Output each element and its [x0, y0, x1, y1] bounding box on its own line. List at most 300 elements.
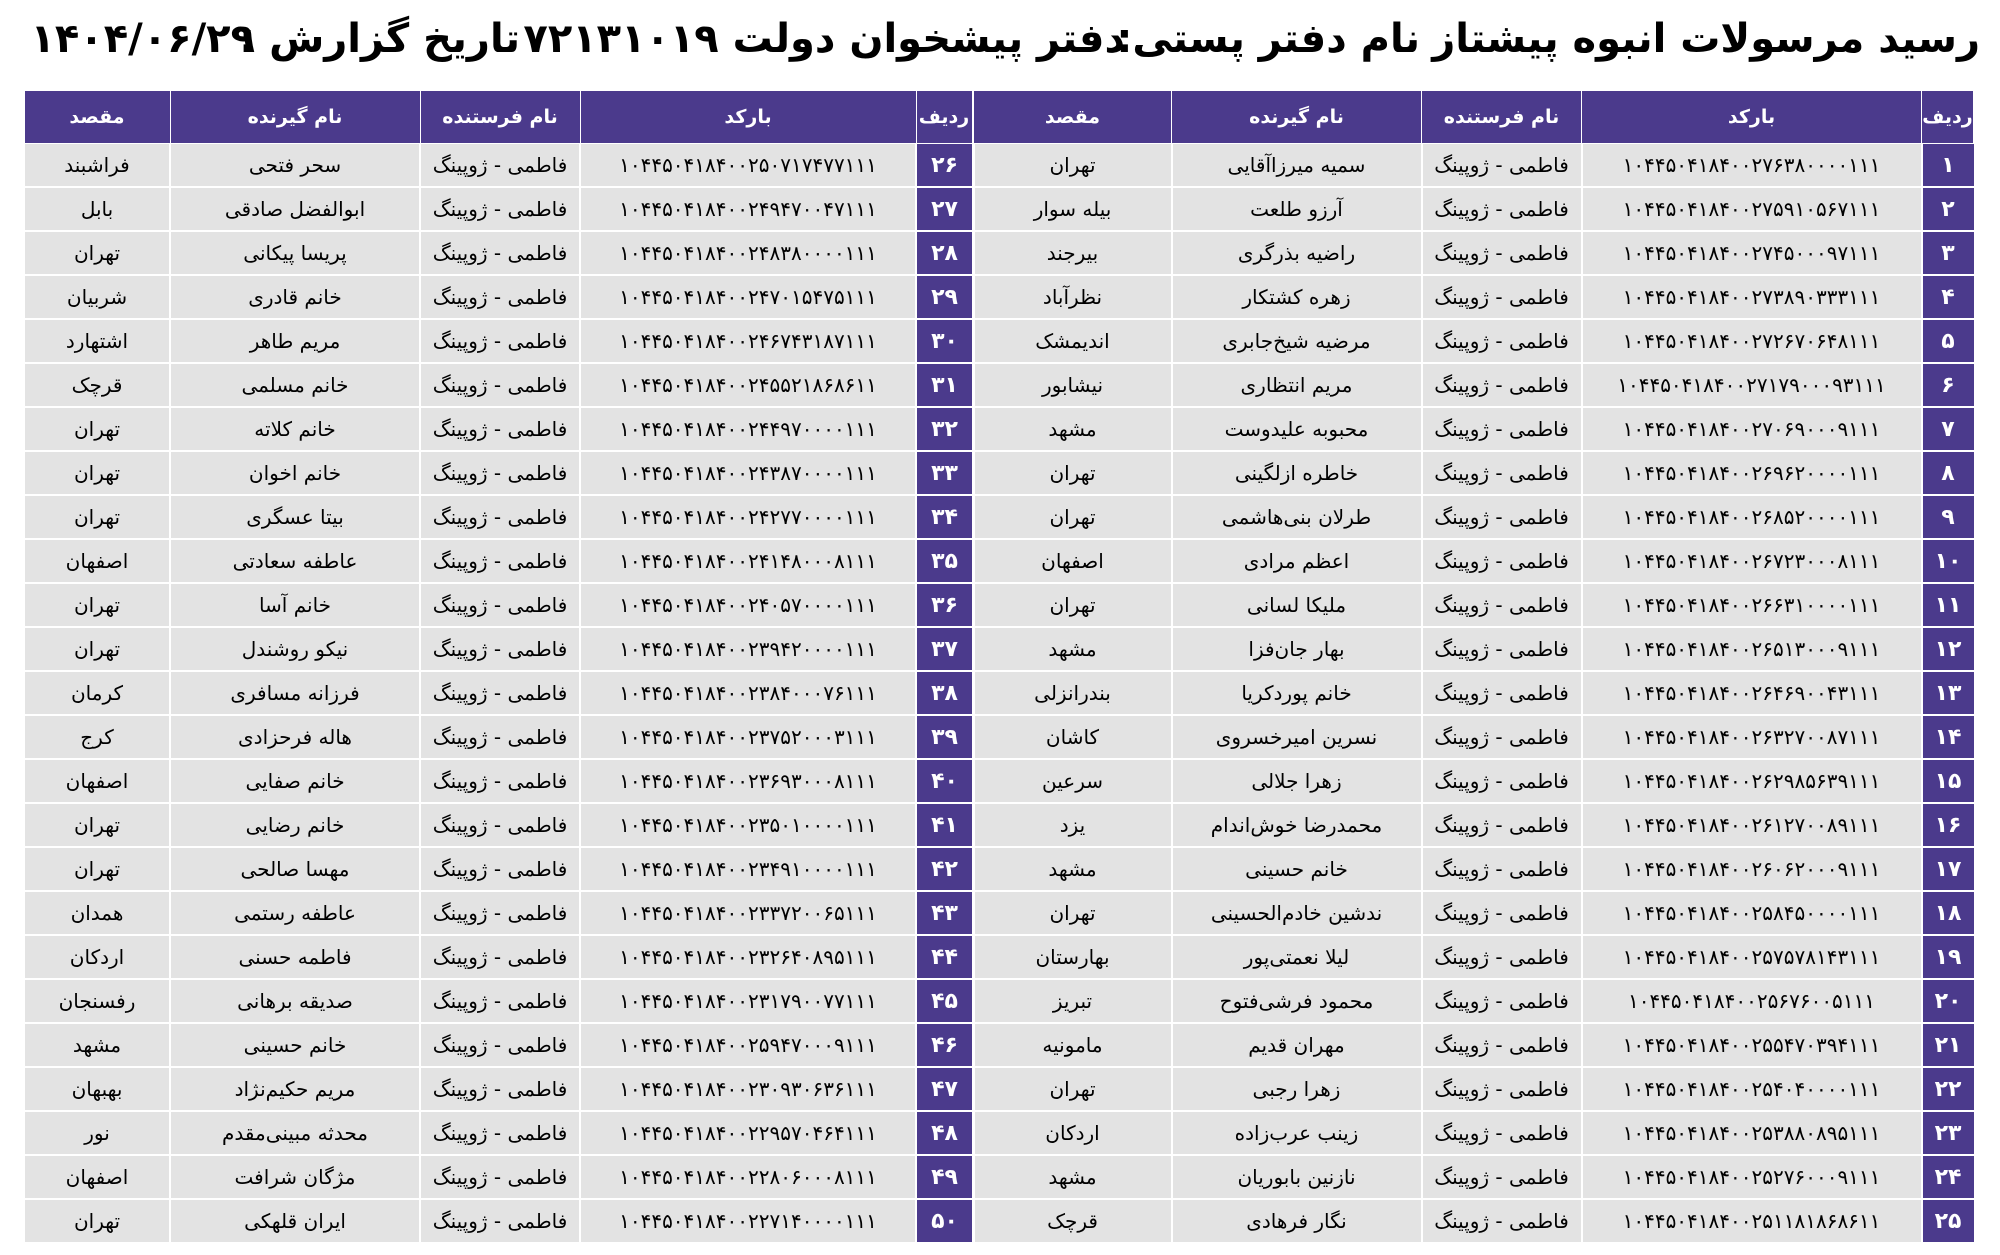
- destination-cell: اصفهان: [24, 539, 170, 583]
- col-header-recipient: نام گیرنده: [170, 91, 420, 144]
- recipient-cell: سمیه میرزاآقایی: [1172, 144, 1422, 188]
- row-number-cell: ۹: [1922, 495, 1974, 539]
- barcode-cell: ۱۰۴۴۵۰۴۱۸۴۰۰۲۶۲۹۸۵۶۳۹۱۱۱: [1582, 759, 1922, 803]
- barcode-cell: ۱۰۴۴۵۰۴۱۸۴۰۰۲۴۰۵۷۰۰۰۰۱۱۱: [580, 583, 916, 627]
- barcode-cell: ۱۰۴۴۵۰۴۱۸۴۰۰۲۵۶۷۶۰۰۵۱۱۱: [1582, 979, 1922, 1023]
- table-header-row: [24, 91, 972, 144]
- barcode-cell: ۱۰۴۴۵۰۴۱۸۴۰۰۲۵۴۰۴۰۰۰۰۱۱۱: [1582, 1067, 1922, 1111]
- destination-cell: تهران: [24, 451, 170, 495]
- destination-cell: قرچک: [24, 363, 170, 407]
- table-row: [974, 891, 1974, 935]
- table-row: [974, 495, 1974, 539]
- destination-cell: تهران: [974, 891, 1172, 935]
- barcode-cell: ۱۰۴۴۵۰۴۱۸۴۰۰۲۶۸۵۲۰۰۰۰۱۱۱: [1582, 495, 1922, 539]
- barcode-cell: ۱۰۴۴۵۰۴۱۸۴۰۰۲۴۴۹۷۰۰۰۰۱۱۱: [580, 407, 916, 451]
- row-number-cell: ۱۰: [1922, 539, 1974, 583]
- barcode-cell: ۱۰۴۴۵۰۴۱۸۴۰۰۲۵۱۱۸۱۸۶۸۶۱۱: [1582, 1199, 1922, 1243]
- barcode-cell: ۱۰۴۴۵۰۴۱۸۴۰۰۲۳۶۹۳۰۰۰۸۱۱۱: [580, 759, 916, 803]
- destination-cell: کرج: [24, 715, 170, 759]
- sender-cell: فاطمی - ژوپینگ: [420, 275, 580, 319]
- table-row: [24, 671, 972, 715]
- row-number-cell: ۴۶: [916, 1023, 972, 1067]
- barcode-cell: ۱۰۴۴۵۰۴۱۸۴۰۰۲۲۸۰۶۰۰۰۸۱۱۱: [580, 1155, 916, 1199]
- col-header-barcode: بارکد: [1582, 91, 1922, 144]
- recipient-cell: زینب عرب‌زاده: [1172, 1111, 1422, 1155]
- recipient-cell: عاطفه رستمی: [170, 891, 420, 935]
- destination-cell: رفسنجان: [24, 979, 170, 1023]
- row-number-cell: ۱۳: [1922, 671, 1974, 715]
- recipient-cell: سحر فتحی: [170, 144, 420, 188]
- destination-cell: بندرانزلی: [974, 671, 1172, 715]
- table-row: [24, 1067, 972, 1111]
- row-number-cell: ۱: [1922, 144, 1974, 188]
- recipient-cell: خانم حسینی: [170, 1023, 420, 1067]
- recipient-cell: لیلا نعمتی‌پور: [1172, 935, 1422, 979]
- destination-cell: بهارستان: [974, 935, 1172, 979]
- barcode-cell: ۱۰۴۴۵۰۴۱۸۴۰۰۲۷۳۸۹۰۳۳۳۱۱۱: [1582, 275, 1922, 319]
- recipient-cell: مژگان شرافت: [170, 1155, 420, 1199]
- sender-cell: فاطمی - ژوپینگ: [420, 627, 580, 671]
- barcode-cell: ۱۰۴۴۵۰۴۱۸۴۰۰۲۲۹۵۷۰۴۶۴۱۱۱: [580, 1111, 916, 1155]
- barcode-cell: ۱۰۴۴۵۰۴۱۸۴۰۰۲۴۱۴۸۰۰۰۸۱۱۱: [580, 539, 916, 583]
- recipient-cell: ملیکا لسانی: [1172, 583, 1422, 627]
- table-row: [974, 407, 1974, 451]
- recipient-cell: خانم رضایی: [170, 803, 420, 847]
- row-number-cell: ۲: [1922, 187, 1974, 231]
- table-row: [974, 1111, 1974, 1155]
- recipient-cell: خانم حسینی: [1172, 847, 1422, 891]
- recipient-cell: نازنین بابوریان: [1172, 1155, 1422, 1199]
- office-name: دفتر پیشخوان دولت ۷۲۱۳۱۰۱۹: [523, 16, 1125, 62]
- destination-cell: مشهد: [974, 847, 1172, 891]
- row-number-cell: ۴۰: [916, 759, 972, 803]
- barcode-cell: ۱۰۴۴۵۰۴۱۸۴۰۰۲۵۷۵۷۸۱۴۳۱۱۱: [1582, 935, 1922, 979]
- barcode-cell: ۱۰۴۴۵۰۴۱۸۴۰۰۲۴۹۴۷۰۰۴۷۱۱۱: [580, 187, 916, 231]
- destination-cell: بهبهان: [24, 1067, 170, 1111]
- table-row: [974, 847, 1974, 891]
- sender-cell: فاطمی - ژوپینگ: [1422, 495, 1582, 539]
- table-row: [24, 891, 972, 935]
- sender-cell: فاطمی - ژوپینگ: [420, 715, 580, 759]
- sender-cell: فاطمی - ژوپینگ: [1422, 627, 1582, 671]
- sender-cell: فاطمی - ژوپینگ: [420, 1155, 580, 1199]
- recipient-cell: محمود فرشی‌فتوح: [1172, 979, 1422, 1023]
- col-header-barcode: بارکد: [580, 91, 916, 144]
- barcode-cell: ۱۰۴۴۵۰۴۱۸۴۰۰۲۵۲۷۶۰۰۰۹۱۱۱: [1582, 1155, 1922, 1199]
- table-row: [24, 1111, 972, 1155]
- recipient-cell: اعظم مرادی: [1172, 539, 1422, 583]
- table-body-right: [974, 144, 1974, 1244]
- row-number-cell: ۲۰: [1922, 979, 1974, 1023]
- barcode-cell: ۱۰۴۴۵۰۴۱۸۴۰۰۲۴۲۷۷۰۰۰۰۱۱۱: [580, 495, 916, 539]
- col-header-row: ردیف: [916, 91, 972, 144]
- recipient-cell: ابوالفضل صادقی: [170, 187, 420, 231]
- recipient-cell: محدثه مبینی‌مقدم: [170, 1111, 420, 1155]
- table-row: [974, 363, 1974, 407]
- row-number-cell: ۱۸: [1922, 891, 1974, 935]
- sender-cell: فاطمی - ژوپینگ: [420, 671, 580, 715]
- barcode-cell: ۱۰۴۴۵۰۴۱۸۴۰۰۲۳۳۷۲۰۰۶۵۱۱۱: [580, 891, 916, 935]
- sender-cell: فاطمی - ژوپینگ: [420, 451, 580, 495]
- table-row: [974, 935, 1974, 979]
- barcode-cell: ۱۰۴۴۵۰۴۱۸۴۰۰۲۳۴۹۱۰۰۰۰۱۱۱: [580, 847, 916, 891]
- row-number-cell: ۲۹: [916, 275, 972, 319]
- row-number-cell: ۲۸: [916, 231, 972, 275]
- sender-cell: فاطمی - ژوپینگ: [1422, 979, 1582, 1023]
- sender-cell: فاطمی - ژوپینگ: [420, 935, 580, 979]
- table-row: [24, 935, 972, 979]
- destination-cell: تهران: [24, 407, 170, 451]
- table-row: [974, 759, 1974, 803]
- row-number-cell: ۱۹: [1922, 935, 1974, 979]
- table-row: [974, 979, 1974, 1023]
- sender-cell: فاطمی - ژوپینگ: [1422, 319, 1582, 363]
- sender-cell: فاطمی - ژوپینگ: [1422, 847, 1582, 891]
- table-row: [24, 407, 972, 451]
- sender-cell: فاطمی - ژوپینگ: [1422, 935, 1582, 979]
- barcode-cell: ۱۰۴۴۵۰۴۱۸۴۰۰۲۴۵۵۲۱۸۶۸۶۱۱: [580, 363, 916, 407]
- recipient-cell: ایران قلهکی: [170, 1199, 420, 1243]
- table-row: [24, 759, 972, 803]
- recipient-cell: پریسا پیکانی: [170, 231, 420, 275]
- destination-cell: تهران: [24, 627, 170, 671]
- destination-cell: تهران: [24, 803, 170, 847]
- table-header-row: [974, 91, 1974, 144]
- barcode-cell: ۱۰۴۴۵۰۴۱۸۴۰۰۲۳۲۶۴۰۸۹۵۱۱۱: [580, 935, 916, 979]
- destination-cell: تهران: [974, 1067, 1172, 1111]
- sender-cell: فاطمی - ژوپینگ: [420, 979, 580, 1023]
- barcode-cell: ۱۰۴۴۵۰۴۱۸۴۰۰۲۶۱۲۷۰۰۸۹۱۱۱: [1582, 803, 1922, 847]
- table-row: [974, 539, 1974, 583]
- sender-cell: فاطمی - ژوپینگ: [420, 583, 580, 627]
- row-number-cell: ۳۴: [916, 495, 972, 539]
- destination-cell: مامونیه: [974, 1023, 1172, 1067]
- destination-cell: قرچک: [974, 1199, 1172, 1243]
- table-body-left: [24, 144, 972, 1244]
- col-header-sender: نام فرستنده: [420, 91, 580, 144]
- destination-cell: تهران: [974, 583, 1172, 627]
- destination-cell: تهران: [24, 231, 170, 275]
- sender-cell: فاطمی - ژوپینگ: [1422, 1023, 1582, 1067]
- destination-cell: نیشابور: [974, 363, 1172, 407]
- sender-cell: فاطمی - ژوپینگ: [420, 363, 580, 407]
- destination-cell: مشهد: [24, 1023, 170, 1067]
- row-number-cell: ۲۱: [1922, 1023, 1974, 1067]
- destination-cell: کاشان: [974, 715, 1172, 759]
- table-row: [24, 451, 972, 495]
- row-number-cell: ۴۸: [916, 1111, 972, 1155]
- barcode-cell: ۱۰۴۴۵۰۴۱۸۴۰۰۲۵۵۴۷۰۳۹۴۱۱۱: [1582, 1023, 1922, 1067]
- sender-cell: فاطمی - ژوپینگ: [1422, 1199, 1582, 1243]
- recipient-cell: مریم انتظاری: [1172, 363, 1422, 407]
- destination-cell: همدان: [24, 891, 170, 935]
- table-row: [24, 144, 972, 188]
- row-number-cell: ۳۷: [916, 627, 972, 671]
- sender-cell: فاطمی - ژوپینگ: [420, 407, 580, 451]
- table-row: [24, 715, 972, 759]
- destination-cell: تهران: [24, 1199, 170, 1243]
- row-number-cell: ۳۱: [916, 363, 972, 407]
- table-row: [24, 1199, 972, 1243]
- barcode-cell: ۱۰۴۴۵۰۴۱۸۴۰۰۲۶۵۱۳۰۰۰۹۱۱۱: [1582, 627, 1922, 671]
- table-row: [24, 319, 972, 363]
- sender-cell: فاطمی - ژوپینگ: [1422, 451, 1582, 495]
- recipient-cell: راضیه بذرگری: [1172, 231, 1422, 275]
- sender-cell: فاطمی - ژوپینگ: [420, 1111, 580, 1155]
- sender-cell: فاطمی - ژوپینگ: [420, 759, 580, 803]
- sender-cell: فاطمی - ژوپینگ: [1422, 539, 1582, 583]
- table-row: [24, 231, 972, 275]
- destination-cell: بیرجند: [974, 231, 1172, 275]
- recipient-cell: مهسا صالحی: [170, 847, 420, 891]
- row-number-cell: ۸: [1922, 451, 1974, 495]
- receipt-title: رسید مرسولات انبوه پیشتاز: [1432, 16, 1980, 62]
- table-row: [974, 144, 1974, 188]
- row-number-cell: ۱۴: [1922, 715, 1974, 759]
- barcode-cell: ۱۰۴۴۵۰۴۱۸۴۰۰۲۳۷۵۲۰۰۰۳۱۱۱: [580, 715, 916, 759]
- row-number-cell: ۳۹: [916, 715, 972, 759]
- destination-cell: اشتهارد: [24, 319, 170, 363]
- destination-cell: تبریز: [974, 979, 1172, 1023]
- destination-cell: کرمان: [24, 671, 170, 715]
- table-row: [974, 187, 1974, 231]
- table-row: [974, 627, 1974, 671]
- barcode-cell: ۱۰۴۴۵۰۴۱۸۴۰۰۲۶۰۶۲۰۰۰۹۱۱۱: [1582, 847, 1922, 891]
- recipient-cell: زهرا جلالی: [1172, 759, 1422, 803]
- barcode-cell: ۱۰۴۴۵۰۴۱۸۴۰۰۲۲۷۱۴۰۰۰۰۱۱۱: [580, 1199, 916, 1243]
- sender-cell: فاطمی - ژوپینگ: [420, 495, 580, 539]
- row-number-cell: ۵: [1922, 319, 1974, 363]
- row-number-cell: ۱۲: [1922, 627, 1974, 671]
- destination-cell: اصفهان: [24, 759, 170, 803]
- table-row: [24, 275, 972, 319]
- destination-cell: تهران: [24, 847, 170, 891]
- destination-cell: یزد: [974, 803, 1172, 847]
- table-row: [24, 187, 972, 231]
- row-number-cell: ۷: [1922, 407, 1974, 451]
- row-number-cell: ۳۸: [916, 671, 972, 715]
- recipient-cell: خانم صفایی: [170, 759, 420, 803]
- sender-cell: فاطمی - ژوپینگ: [420, 1199, 580, 1243]
- barcode-cell: ۱۰۴۴۵۰۴۱۸۴۰۰۲۴۷۰۱۵۴۷۵۱۱۱: [580, 275, 916, 319]
- destination-cell: تهران: [974, 495, 1172, 539]
- col-header-recipient: نام گیرنده: [1172, 91, 1422, 144]
- row-number-cell: ۴۳: [916, 891, 972, 935]
- shipment-tables: [26, 90, 1974, 1234]
- table-row: [974, 1067, 1974, 1111]
- barcode-cell: ۱۰۴۴۵۰۴۱۸۴۰۰۲۴۳۸۷۰۰۰۰۱۱۱: [580, 451, 916, 495]
- destination-cell: تهران: [974, 451, 1172, 495]
- recipient-cell: محمدرضا خوش‌اندام: [1172, 803, 1422, 847]
- barcode-cell: ۱۰۴۴۵۰۴۱۸۴۰۰۲۵۳۸۸۰۸۹۵۱۱۱: [1582, 1111, 1922, 1155]
- row-number-cell: ۴۵: [916, 979, 972, 1023]
- recipient-cell: محبوبه علیدوست: [1172, 407, 1422, 451]
- row-number-cell: ۲۷: [916, 187, 972, 231]
- recipient-cell: طرلان بنی‌هاشمی: [1172, 495, 1422, 539]
- barcode-cell: ۱۰۴۴۵۰۴۱۸۴۰۰۲۷۲۶۷۰۶۴۸۱۱۱: [1582, 319, 1922, 363]
- row-number-cell: ۲۳: [1922, 1111, 1974, 1155]
- row-number-cell: ۳۰: [916, 319, 972, 363]
- row-number-cell: ۲۵: [1922, 1199, 1974, 1243]
- barcode-cell: ۱۰۴۴۵۰۴۱۸۴۰۰۲۵۰۷۱۷۴۷۷۱۱۱: [580, 144, 916, 188]
- sender-cell: فاطمی - ژوپینگ: [1422, 1155, 1582, 1199]
- row-number-cell: ۳: [1922, 231, 1974, 275]
- recipient-cell: فرزانه مسافری: [170, 671, 420, 715]
- sender-cell: فاطمی - ژوپینگ: [420, 187, 580, 231]
- barcode-cell: ۱۰۴۴۵۰۴۱۸۴۰۰۲۳۸۴۰۰۰۷۶۱۱۱: [580, 671, 916, 715]
- sender-cell: فاطمی - ژوپینگ: [420, 539, 580, 583]
- row-number-cell: ۴۱: [916, 803, 972, 847]
- row-number-cell: ۲۶: [916, 144, 972, 188]
- destination-cell: بیله سوار: [974, 187, 1172, 231]
- recipient-cell: زهره کشتکار: [1172, 275, 1422, 319]
- recipient-cell: هاله فرحزادی: [170, 715, 420, 759]
- sender-cell: فاطمی - ژوپینگ: [1422, 583, 1582, 627]
- table-row: [974, 715, 1974, 759]
- table-row: [974, 275, 1974, 319]
- recipient-cell: خانم قادری: [170, 275, 420, 319]
- recipient-cell: عاطفه سعادتی: [170, 539, 420, 583]
- table-row: [24, 539, 972, 583]
- barcode-cell: ۱۰۴۴۵۰۴۱۸۴۰۰۲۳۰۹۳۰۶۳۶۱۱۱: [580, 1067, 916, 1111]
- shipments-table-left: [23, 90, 973, 1244]
- recipient-cell: خاطره ازلگینی: [1172, 451, 1422, 495]
- sender-cell: فاطمی - ژوپینگ: [1422, 759, 1582, 803]
- destination-cell: تهران: [24, 495, 170, 539]
- barcode-cell: ۱۰۴۴۵۰۴۱۸۴۰۰۲۶۶۳۱۰۰۰۰۱۱۱: [1582, 583, 1922, 627]
- barcode-cell: ۱۰۴۴۵۰۴۱۸۴۰۰۲۷۴۵۰۰۰۹۷۱۱۱: [1582, 231, 1922, 275]
- barcode-cell: ۱۰۴۴۵۰۴۱۸۴۰۰۲۷۵۹۱۰۵۶۷۱۱۱: [1582, 187, 1922, 231]
- sender-cell: فاطمی - ژوپینگ: [420, 891, 580, 935]
- table-row: [974, 231, 1974, 275]
- barcode-cell: ۱۰۴۴۵۰۴۱۸۴۰۰۲۵۹۴۷۰۰۰۹۱۱۱: [580, 1023, 916, 1067]
- destination-cell: اردکان: [24, 935, 170, 979]
- recipient-cell: نیکو روشندل: [170, 627, 420, 671]
- destination-cell: مشهد: [974, 1155, 1172, 1199]
- recipient-cell: خانم اخوان: [170, 451, 420, 495]
- col-header-destination: مقصد: [974, 91, 1172, 144]
- barcode-cell: ۱۰۴۴۵۰۴۱۸۴۰۰۲۶۷۲۳۰۰۰۸۱۱۱: [1582, 539, 1922, 583]
- row-number-cell: ۱۱: [1922, 583, 1974, 627]
- destination-cell: تهران: [974, 144, 1172, 188]
- destination-cell: مشهد: [974, 407, 1172, 451]
- row-number-cell: ۴۹: [916, 1155, 972, 1199]
- barcode-cell: ۱۰۴۴۵۰۴۱۸۴۰۰۲۶۴۶۹۰۰۴۳۱۱۱: [1582, 671, 1922, 715]
- table-row: [24, 627, 972, 671]
- sender-cell: فاطمی - ژوپینگ: [1422, 671, 1582, 715]
- sender-cell: فاطمی - ژوپینگ: [420, 144, 580, 188]
- recipient-cell: خانم مسلمی: [170, 363, 420, 407]
- recipient-cell: مهران قدیم: [1172, 1023, 1422, 1067]
- destination-cell: تهران: [24, 583, 170, 627]
- destination-cell: شربیان: [24, 275, 170, 319]
- table-row: [974, 583, 1974, 627]
- table-row: [974, 1023, 1974, 1067]
- barcode-cell: ۱۰۴۴۵۰۴۱۸۴۰۰۲۶۳۲۷۰۰۸۷۱۱۱: [1582, 715, 1922, 759]
- barcode-cell: ۱۰۴۴۵۰۴۱۸۴۰۰۲۳۱۷۹۰۰۷۷۱۱۱: [580, 979, 916, 1023]
- row-number-cell: ۳۳: [916, 451, 972, 495]
- sender-cell: فاطمی - ژوپینگ: [420, 1067, 580, 1111]
- barcode-cell: ۱۰۴۴۵۰۴۱۸۴۰۰۲۳۵۰۱۰۰۰۰۱۱۱: [580, 803, 916, 847]
- sender-cell: فاطمی - ژوپینگ: [420, 319, 580, 363]
- destination-cell: نور: [24, 1111, 170, 1155]
- sender-cell: فاطمی - ژوپینگ: [1422, 1111, 1582, 1155]
- sender-cell: فاطمی - ژوپینگ: [1422, 891, 1582, 935]
- recipient-cell: ندشین خادم‌الحسینی: [1172, 891, 1422, 935]
- destination-cell: اصفهان: [974, 539, 1172, 583]
- report-date: ۱۴۰۴/۰۶/۲۹: [30, 16, 255, 62]
- row-number-cell: ۱۶: [1922, 803, 1974, 847]
- report-date-label: تاریخ گزارش :: [239, 16, 520, 62]
- sender-cell: فاطمی - ژوپینگ: [1422, 187, 1582, 231]
- recipient-cell: مریم طاهر: [170, 319, 420, 363]
- barcode-cell: ۱۰۴۴۵۰۴۱۸۴۰۰۲۷۱۷۹۰۰۰۹۳۱۱۱: [1582, 363, 1922, 407]
- col-header-row: ردیف: [1922, 91, 1974, 144]
- table-row: [24, 583, 972, 627]
- recipient-cell: فاطمه حسنی: [170, 935, 420, 979]
- row-number-cell: ۴: [1922, 275, 1974, 319]
- destination-cell: اصفهان: [24, 1155, 170, 1199]
- barcode-cell: ۱۰۴۴۵۰۴۱۸۴۰۰۲۵۸۴۵۰۰۰۰۱۱۱: [1582, 891, 1922, 935]
- recipient-cell: آرزو طلعت: [1172, 187, 1422, 231]
- barcode-cell: ۱۰۴۴۵۰۴۱۸۴۰۰۲۷۶۳۸۰۰۰۰۱۱۱: [1582, 144, 1922, 188]
- destination-cell: سرعین: [974, 759, 1172, 803]
- table-row: [24, 363, 972, 407]
- office-label: نام دفتر پستی:: [1116, 16, 1420, 62]
- sender-cell: فاطمی - ژوپینگ: [420, 803, 580, 847]
- barcode-cell: ۱۰۴۴۵۰۴۱۸۴۰۰۲۴۶۷۴۳۱۸۷۱۱۱: [580, 319, 916, 363]
- recipient-cell: خانم کلاته: [170, 407, 420, 451]
- sender-cell: فاطمی - ژوپینگ: [1422, 1067, 1582, 1111]
- row-number-cell: ۲۴: [1922, 1155, 1974, 1199]
- destination-cell: نظرآباد: [974, 275, 1172, 319]
- report-header: [20, 6, 1980, 86]
- row-number-cell: ۴۴: [916, 935, 972, 979]
- sender-cell: فاطمی - ژوپینگ: [420, 1023, 580, 1067]
- table-row: [24, 1023, 972, 1067]
- row-number-cell: ۱۷: [1922, 847, 1974, 891]
- table-row: [24, 847, 972, 891]
- table-row: [974, 671, 1974, 715]
- row-number-cell: ۵۰: [916, 1199, 972, 1243]
- recipient-cell: نسرین امیرخسروی: [1172, 715, 1422, 759]
- sender-cell: فاطمی - ژوپینگ: [1422, 803, 1582, 847]
- row-number-cell: ۱۵: [1922, 759, 1974, 803]
- sender-cell: فاطمی - ژوپینگ: [1422, 144, 1582, 188]
- recipient-cell: بهار جان‌فزا: [1172, 627, 1422, 671]
- recipient-cell: خانم آسا: [170, 583, 420, 627]
- row-number-cell: ۳۲: [916, 407, 972, 451]
- recipient-cell: خانم پوردکریا: [1172, 671, 1422, 715]
- barcode-cell: ۱۰۴۴۵۰۴۱۸۴۰۰۲۶۹۶۲۰۰۰۰۱۱۱: [1582, 451, 1922, 495]
- row-number-cell: ۴۲: [916, 847, 972, 891]
- table-row: [24, 495, 972, 539]
- row-number-cell: ۴۷: [916, 1067, 972, 1111]
- row-number-cell: ۳۵: [916, 539, 972, 583]
- sender-cell: فاطمی - ژوپینگ: [1422, 275, 1582, 319]
- recipient-cell: نگار فرهادی: [1172, 1199, 1422, 1243]
- destination-cell: مشهد: [974, 627, 1172, 671]
- row-number-cell: ۶: [1922, 363, 1974, 407]
- sender-cell: فاطمی - ژوپینگ: [420, 231, 580, 275]
- row-number-cell: ۲۲: [1922, 1067, 1974, 1111]
- destination-cell: بابل: [24, 187, 170, 231]
- destination-cell: فراشبند: [24, 144, 170, 188]
- table-row: [974, 1155, 1974, 1199]
- col-header-sender: نام فرستنده: [1422, 91, 1582, 144]
- table-row: [24, 1155, 972, 1199]
- sender-cell: فاطمی - ژوپینگ: [1422, 363, 1582, 407]
